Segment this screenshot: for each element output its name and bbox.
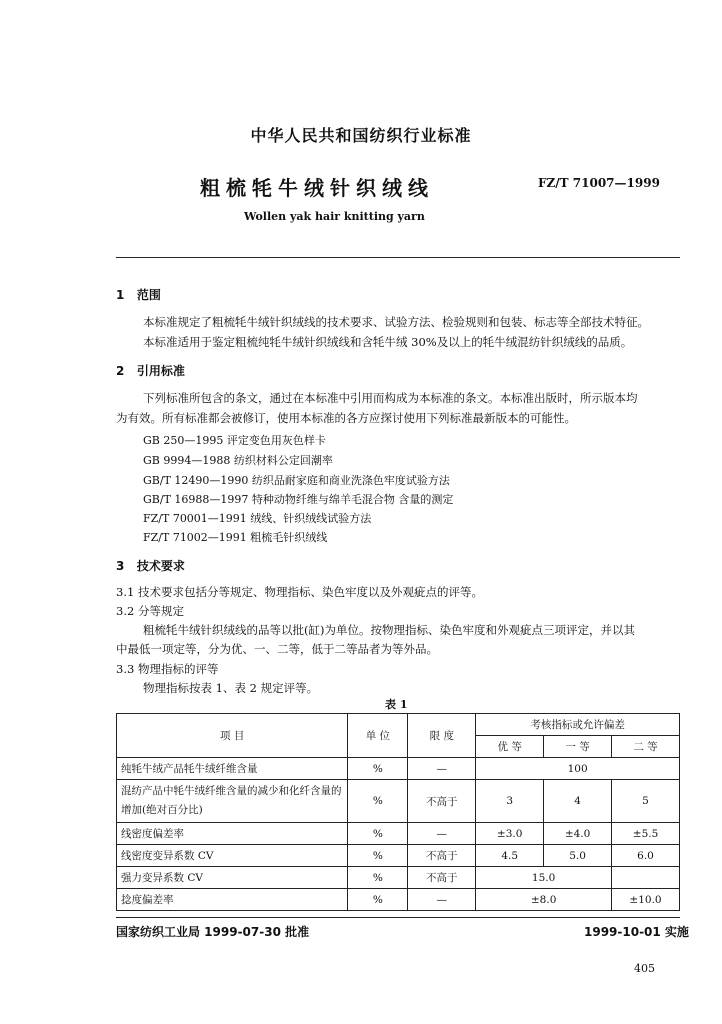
header-grade-second: 二 等 — [612, 736, 680, 758]
row-value-superior: 3 — [476, 780, 544, 823]
table-row — [117, 889, 680, 911]
footer-divider — [116, 917, 680, 918]
english-title: Wollen yak hair knitting yarn — [244, 210, 425, 223]
table-row — [117, 758, 680, 780]
row-value-second: 6.0 — [612, 845, 680, 867]
clause-3-2-line-2: 中最低一项定等，分为优、一、二等，低于二等品者为等外品。 — [116, 642, 438, 656]
reference-item: GB/T 12490—1990 纺织品耐家庭和商业洗涤色牢度试验方法 — [143, 474, 450, 487]
document-title: 粗梳牦牛绒针织绒线 — [200, 176, 434, 200]
row-item: 纯牦牛绒产品牦牛绒纤维含量 — [117, 758, 348, 780]
row-value-superior: 4.5 — [476, 845, 544, 867]
reference-item: FZ/T 71002—1991 粗梳毛针织绒线 — [143, 531, 328, 544]
section-3-title: 技术要求 — [136, 559, 185, 573]
section-1-title: 范围 — [136, 288, 161, 302]
row-value-second: ±10.0 — [612, 889, 680, 911]
row-value-first: 4 — [544, 780, 612, 823]
row-value-first: ±4.0 — [544, 823, 612, 845]
section-2-number: 2 — [116, 364, 125, 378]
effective-date: 1999-10-01 实施 — [584, 925, 689, 939]
clause-3-2-line-1: 粗梳牦牛绒针织绒线的品等以批(缸)为单位。按物理指标、染色牢度和外观疵点三项评定，并以其 — [143, 623, 635, 637]
issuing-org-heading: 中华人民共和国纺织行业标准 — [250, 126, 472, 145]
clause-3-2-heading: 3.2 分等规定 — [116, 604, 184, 618]
section-1-paragraph-2: 本标准适用于鉴定粗梳纯牦牛绒针织绒线和含牦牛绒 30%及以上的牦牛绒混纺针织绒线的品质。 — [143, 335, 633, 349]
row-limit: 不高于 — [408, 845, 476, 867]
row-value-second: ±5.5 — [612, 823, 680, 845]
table-header-row — [117, 714, 680, 736]
section-3-heading — [116, 557, 185, 574]
row-value-superior: ±3.0 — [476, 823, 544, 845]
row-value-second — [612, 867, 680, 889]
row-limit: 不高于 — [408, 867, 476, 889]
table-row — [117, 845, 680, 867]
row-limit: — — [408, 823, 476, 845]
section-3-number: 3 — [116, 559, 125, 573]
header-unit: 单 位 — [348, 714, 408, 758]
approval-note: 国家纺织工业局 1999-07-30 批准 — [116, 925, 310, 939]
row-unit: % — [348, 758, 408, 780]
row-limit: — — [408, 758, 476, 780]
clause-3-1: 3.1 技术要求包括分等规定、物理指标、染色牢度以及外观疵点的评等。 — [116, 585, 483, 599]
row-value-first: 5.0 — [544, 845, 612, 867]
standard-code: FZ/T 71007—1999 — [538, 176, 660, 190]
row-item: 混纺产品中牦牛绒纤维含量的减少和化纤含量的增加(绝对百分比) — [117, 780, 348, 823]
header-grade-group: 考核指标或允许偏差 — [476, 714, 680, 736]
row-value-superior-first: ±8.0 — [476, 889, 612, 911]
row-unit: % — [348, 867, 408, 889]
table-row — [117, 823, 680, 845]
section-2-heading — [116, 362, 185, 379]
clause-3-3-text: 物理指标按表 1、表 2 规定评等。 — [143, 681, 319, 695]
table-caption: 表 1 — [385, 698, 408, 711]
row-limit: 不高于 — [408, 780, 476, 823]
row-value-superior-first: 15.0 — [476, 867, 612, 889]
reference-item: GB 250—1995 评定变色用灰色样卡 — [143, 434, 326, 447]
row-unit: % — [348, 845, 408, 867]
section-2-paragraph-line-2: 为有效。所有标准都会被修订，使用本标准的各方应探讨使用下列标准最新版本的可能性。 — [116, 411, 576, 425]
clause-3-3-heading: 3.3 物理指标的评等 — [116, 662, 219, 676]
header-item: 项 目 — [117, 714, 348, 758]
row-unit: % — [348, 780, 408, 823]
reference-item: FZ/T 70001—1991 绒线、针织绒线试验方法 — [143, 512, 372, 525]
header-grade-first: 一 等 — [544, 736, 612, 758]
row-item: 强力变异系数 CV — [117, 867, 348, 889]
header-divider — [116, 257, 680, 258]
row-unit: % — [348, 889, 408, 911]
row-item: 捻度偏差率 — [117, 889, 348, 911]
section-2-title: 引用标准 — [136, 364, 185, 378]
physical-index-table — [116, 713, 680, 911]
row-unit: % — [348, 823, 408, 845]
page-number: 405 — [634, 962, 655, 975]
section-1-heading — [116, 286, 161, 303]
row-limit: — — [408, 889, 476, 911]
reference-item: GB 9994—1988 纺织材料公定回潮率 — [143, 454, 333, 467]
row-item: 线密度变异系数 CV — [117, 845, 348, 867]
header-limit: 限 度 — [408, 714, 476, 758]
section-2-paragraph-line-1: 下列标准所包含的条文，通过在本标准中引用而构成为本标准的条文。本标准出版时，所示版本均 — [143, 391, 638, 405]
table-row — [117, 867, 680, 889]
row-value-second: 5 — [612, 780, 680, 823]
section-1-paragraph-1: 本标准规定了粗梳牦牛绒针织绒线的技术要求、试验方法、检验规则和包装、标志等全部技术特征。 — [143, 315, 649, 329]
reference-item: GB/T 16988—1997 特种动物纤维与绵羊毛混合物 含量的测定 — [143, 493, 454, 506]
table-row — [117, 780, 680, 823]
row-value-merged: 100 — [476, 758, 680, 780]
header-grade-superior: 优 等 — [476, 736, 544, 758]
row-item: 线密度偏差率 — [117, 823, 348, 845]
section-1-number: 1 — [116, 288, 125, 302]
